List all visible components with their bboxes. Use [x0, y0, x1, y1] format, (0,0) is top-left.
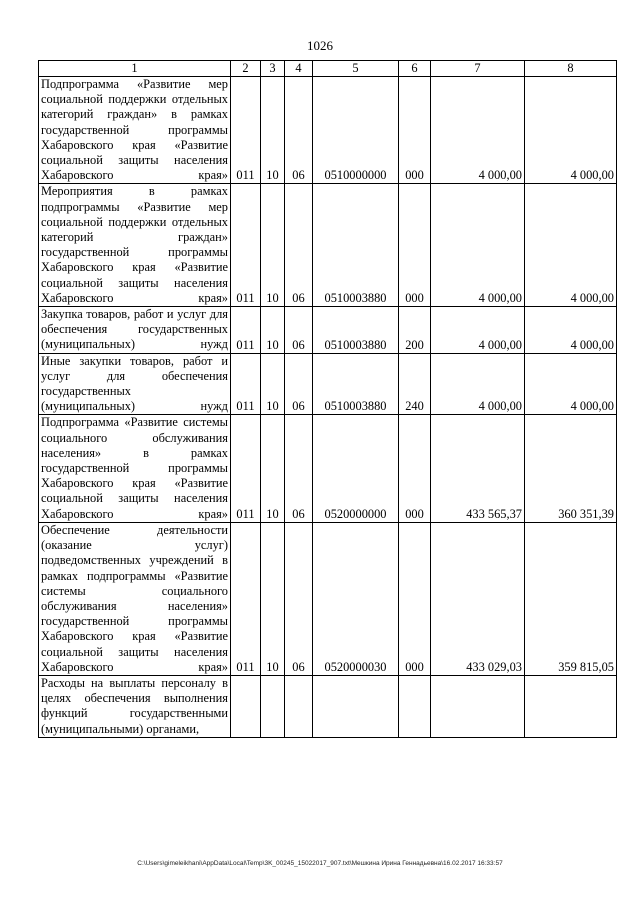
row-amount-1: 4 000,00 [431, 353, 525, 415]
row-amount-1: 4 000,00 [431, 184, 525, 307]
header-col-1: 1 [39, 61, 231, 77]
row-name: Расходы на выплаты персоналу в целях обеспечения выполнения функций государственными (муниципальными) органами, [39, 675, 231, 737]
row-expense-type: 240 [399, 353, 431, 415]
row-amount-1 [431, 675, 525, 737]
row-section-code: 10 [261, 77, 285, 184]
table-row [39, 415, 617, 522]
row-subsection-code [285, 675, 313, 737]
row-expense-type: 000 [399, 415, 431, 522]
row-subsection-code: 06 [285, 522, 313, 675]
row-target-code: 0510000000 [313, 77, 399, 184]
document-footer-path: C:\Users\gimeleikhani\AppData\Local\Temp\3K_00245_15022017_907.txt\Мешкина Ирина Геннадьевна\16.02.2017 16:33:57 [137, 860, 503, 867]
row-expense-type: 000 [399, 77, 431, 184]
header-col-2: 2 [231, 61, 261, 77]
row-target-code: 0510003880 [313, 184, 399, 307]
row-target-code: 0510003880 [313, 307, 399, 354]
row-section-code: 10 [261, 307, 285, 354]
row-section-code: 10 [261, 184, 285, 307]
row-section-code: 10 [261, 522, 285, 675]
header-col-6: 6 [399, 61, 431, 77]
row-ministry-code: 011 [231, 353, 261, 415]
row-expense-type: 000 [399, 184, 431, 307]
row-target-code: 0510003880 [313, 353, 399, 415]
row-expense-type [399, 675, 431, 737]
row-amount-2: 4 000,00 [525, 77, 617, 184]
row-subsection-code: 06 [285, 77, 313, 184]
row-section-code: 10 [261, 353, 285, 415]
row-amount-2: 359 815,05 [525, 522, 617, 675]
row-subsection-code: 06 [285, 184, 313, 307]
row-amount-2 [525, 675, 617, 737]
row-subsection-code: 06 [285, 415, 313, 522]
row-ministry-code: 011 [231, 77, 261, 184]
row-amount-1: 433 029,03 [431, 522, 525, 675]
row-name: Мероприятия в рамках подпрограммы «Развитие мер социальной поддержки отдельных категорий граждан» государственной программы Хабаровского края «Развитие социальной защиты населения Хабаровского края» [39, 184, 231, 307]
table-row [39, 307, 617, 354]
table-row [39, 353, 617, 415]
row-amount-2: 4 000,00 [525, 353, 617, 415]
row-section-code [261, 675, 285, 737]
row-name: Закупка товаров, работ и услуг для обеспечения государственных (муниципальных) нужд [39, 307, 231, 354]
row-ministry-code: 011 [231, 184, 261, 307]
row-target-code [313, 675, 399, 737]
table-row [39, 522, 617, 675]
row-ministry-code: 011 [231, 307, 261, 354]
header-col-5: 5 [313, 61, 399, 77]
row-target-code: 0520000000 [313, 415, 399, 522]
header-col-8: 8 [525, 61, 617, 77]
row-amount-2: 360 351,39 [525, 415, 617, 522]
row-expense-type: 000 [399, 522, 431, 675]
row-amount-1: 4 000,00 [431, 77, 525, 184]
row-ministry-code [231, 675, 261, 737]
budget-table [38, 60, 617, 738]
page-number: 1026 [307, 38, 333, 53]
row-subsection-code: 06 [285, 307, 313, 354]
row-amount-1: 433 565,37 [431, 415, 525, 522]
header-col-3: 3 [261, 61, 285, 77]
row-amount-1: 4 000,00 [431, 307, 525, 354]
row-section-code: 10 [261, 415, 285, 522]
header-col-4: 4 [285, 61, 313, 77]
row-expense-type: 200 [399, 307, 431, 354]
row-name: Подпрограмма «Развитие мер социальной поддержки отдельных категорий граждан» в рамках государственной программы Хабаровского края «Развитие социальной защиты населения Хабаровского края» [39, 77, 231, 184]
row-ministry-code: 011 [231, 415, 261, 522]
row-name: Подпрограмма «Развитие системы социального обслуживания населения» в рамках государственной программы Хабаровского края «Развитие социальной защиты населения Хабаровского края» [39, 415, 231, 522]
row-name: Иные закупки товаров, работ и услуг для обеспечения государственных (муниципальных) нужд [39, 353, 231, 415]
header-col-7: 7 [431, 61, 525, 77]
row-name: Обеспечение деятельности (оказание услуг) подведомственных учреждений в рамках подпрограммы «Развитие системы социального обслуживания населения» государственной программы Хабаровского края «Развитие социальной защиты населения Хабаровского края» [39, 522, 231, 675]
row-amount-2: 4 000,00 [525, 307, 617, 354]
row-amount-2: 4 000,00 [525, 184, 617, 307]
table-row [39, 77, 617, 184]
table-row [39, 675, 617, 737]
row-subsection-code: 06 [285, 353, 313, 415]
row-ministry-code: 011 [231, 522, 261, 675]
header-row [39, 61, 617, 77]
row-target-code: 0520000030 [313, 522, 399, 675]
table-row [39, 184, 617, 307]
